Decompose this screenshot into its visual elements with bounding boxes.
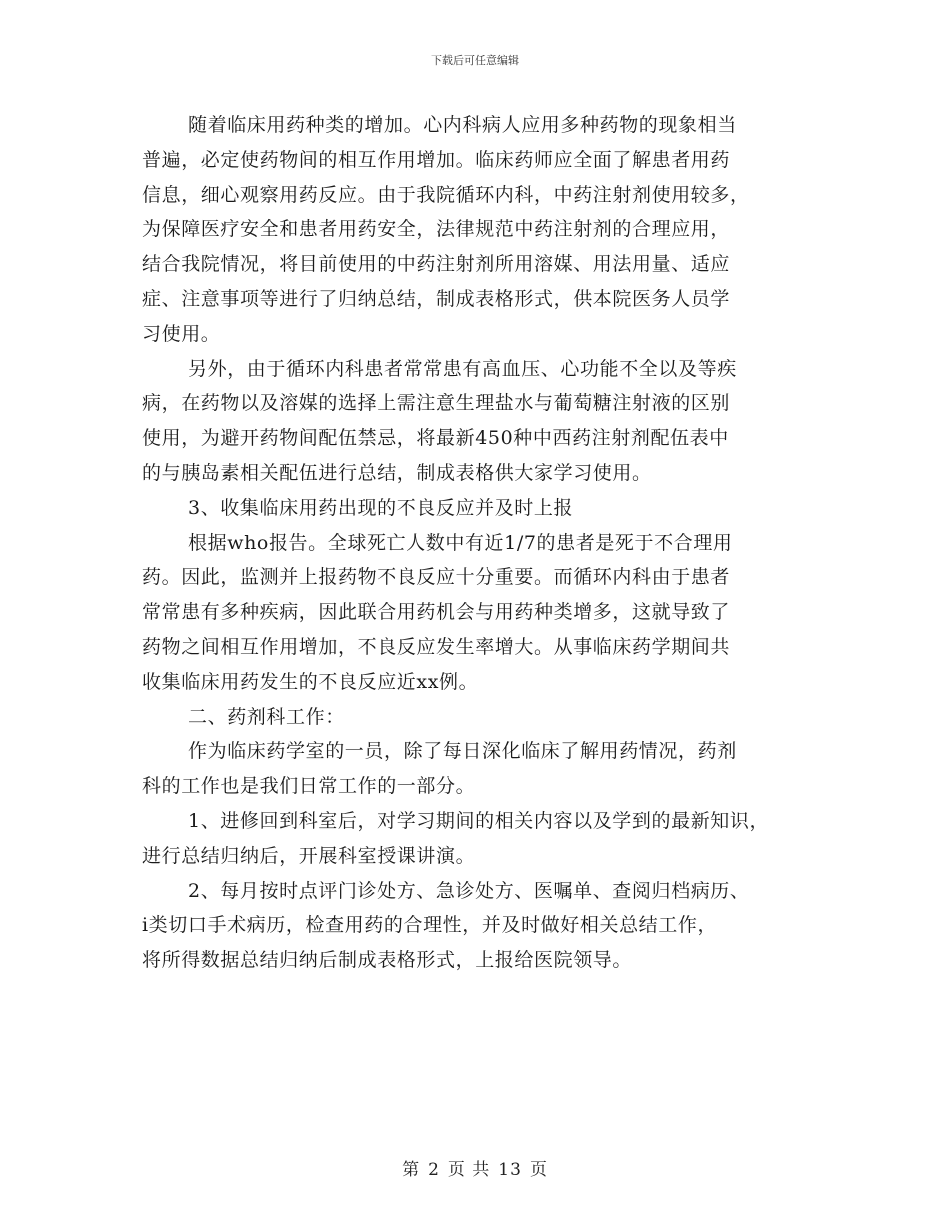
paragraph-line: 习使用。: [142, 322, 221, 345]
paragraph-line: 病，在药物以及溶媒的选择上需注意生理盐水与葡萄糖注射液的区别: [142, 392, 731, 415]
paragraph-line: 信息，细心观察用药反应。由于我院循环内科，中药注射剂使用较多，: [142, 183, 750, 206]
paragraph-line: 另外，由于循环内科患者常常患有高血压、心功能不全以及等疾: [188, 357, 737, 380]
paragraph-line: 科的工作也是我们日常工作的一部分。: [142, 775, 476, 798]
paragraph-line: 1、进修回到科室后，对学习期间的相关内容以及学到的最新知识，: [188, 809, 770, 832]
paragraph-line: 将所得数据总结归纳后制成表格形式，上报给医院领导。: [142, 949, 633, 972]
section-heading: 二、药剂科工作：: [188, 705, 345, 728]
paragraph-line: 普遍，必定使药物间的相互作用增加。临床药师应全面了解患者用药: [142, 148, 731, 171]
paragraph-line: 2、每月按时点评门诊处方、急诊处方、医嘱单、查阅归档病历、: [188, 879, 750, 902]
page-footer-prefix: 第: [402, 1160, 421, 1180]
paragraph-line: 根据who报告。全球死亡人数中有近1/7的患者是死于不合理用: [188, 531, 733, 554]
document-body: [142, 108, 832, 978]
current-page-number: 2: [428, 1160, 440, 1180]
paragraph-line: 进行总结归纳后，开展科室授课讲演。: [142, 844, 476, 867]
section-heading: 3、收集临床用药出现的不良反应并及时上报: [188, 496, 574, 519]
paragraph-line: 药。因此，监测并上报药物不良反应十分重要。而循环内科由于患者: [142, 566, 731, 589]
paragraph-line: 使用，为避开药物间配伍禁忌，将最新450种中西药注射剂配伍表中: [142, 427, 729, 450]
page-footer-suffix: 页: [529, 1160, 548, 1180]
paragraph-line: 作为临床药学室的一员，除了每日深化临床了解用药情况，药剂: [188, 740, 737, 763]
page-header: 下载后可任意编辑: [431, 54, 519, 67]
paragraph-line: ⅰ类切口手术病历，检查用药的合理性，并及时做好相关总结工作，: [142, 914, 718, 937]
paragraph-line: 结合我院情况，将目前使用的中药注射剂所用溶媒、用法用量、适应: [142, 253, 731, 276]
total-pages-number: 13: [498, 1160, 522, 1180]
paragraph-line: 为保障医疗安全和患者用药安全，法律规范中药注射剂的合理应用，: [142, 218, 731, 241]
paragraph-line: 的与胰岛素相关配伍进行总结，制成表格供大家学习使用。: [142, 461, 652, 484]
paragraph-line: 常常患有多种疾病，因此联合用药机会与用药种类增多，这就导致了: [142, 601, 731, 624]
paragraph-line: 药物之间相互作用增加，不良反应发生率增大。从事临床药学期间共: [142, 635, 731, 658]
page-footer: [0, 1155, 950, 1180]
paragraph-line: 随着临床用药种类的增加。心内科病人应用多种药物的现象相当: [188, 114, 737, 136]
page-footer-middle: 页 共: [447, 1160, 491, 1180]
paragraph-line: 收集临床用药发生的不良反应近xx例。: [142, 670, 479, 693]
paragraph-line: 症、注意事项等进行了归纳总结，制成表格形式，供本院医务人员学: [142, 287, 731, 310]
